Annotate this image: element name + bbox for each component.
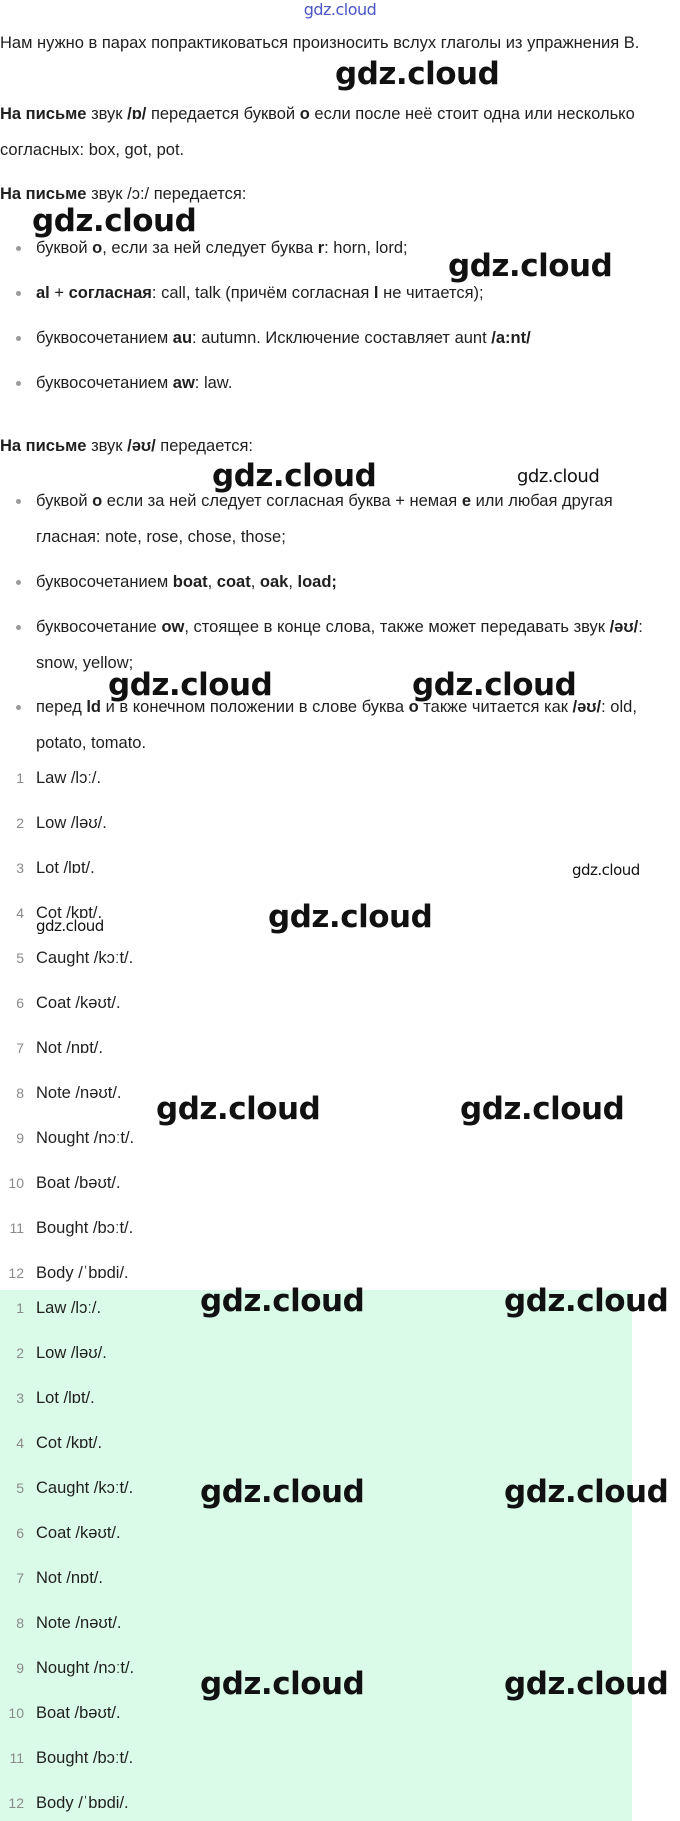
item-number: 3	[16, 1390, 24, 1406]
item-number: 11	[9, 1750, 24, 1766]
item-text: и в конечном положении в слове буква	[101, 698, 409, 716]
list-item	[10, 365, 675, 401]
item-text: , стоящее в конце слова, также может передавать звук	[184, 618, 610, 636]
list-item	[10, 564, 675, 600]
item-number: 11	[9, 1220, 24, 1236]
watermark: gdz.cloud	[200, 1474, 365, 1510]
bullet-icon	[16, 381, 21, 386]
item-bold: coat	[216, 573, 251, 591]
word-transcription: Lot /lɒt/.	[36, 859, 95, 877]
word-transcription: Not /nɒt/.	[36, 1039, 103, 1057]
word-transcription: Nought /nɔːt/.	[36, 1659, 135, 1677]
item-number: 2	[16, 1345, 24, 1361]
item-bold: oak	[259, 573, 289, 591]
watermark: gdz.cloud	[460, 1091, 625, 1127]
item-number: 5	[16, 1480, 24, 1496]
item-bold: ow	[161, 618, 185, 636]
rule-o-paragraph	[0, 96, 670, 168]
item-text: ,	[207, 573, 217, 591]
watermark: gdz.cloud	[572, 861, 640, 879]
item-text: также читается как	[418, 698, 573, 716]
item-bold: r	[317, 239, 325, 257]
word-transcription: Cot /kɒt/.	[36, 904, 103, 922]
rule-ou-sound: /əʊ/	[127, 437, 156, 455]
bullet-icon	[16, 705, 21, 710]
item-text: или любая другая гласная: note, rose, chose, those;	[36, 492, 613, 546]
watermark: gdz.cloud	[200, 1283, 365, 1319]
item-bold: согласная	[68, 284, 152, 302]
item-bold: o	[408, 698, 419, 716]
list-item	[10, 320, 675, 356]
item-number: 9	[16, 1660, 24, 1676]
watermark: gdz.cloud	[412, 667, 577, 703]
bullet-icon	[16, 625, 21, 630]
intro-text: Нам нужно в парах попрактиковаться произносить вслух глаголы из упражнения B.	[0, 34, 640, 52]
watermark: gdz.cloud	[156, 1091, 321, 1127]
bullet-icon	[16, 580, 21, 585]
word-transcription: Law /lɔː/.	[36, 1299, 102, 1317]
word-transcription: Note /nəʊt/.	[36, 1084, 122, 1102]
item-bold: /əʊ/	[609, 618, 639, 636]
item-number: 12	[8, 1795, 24, 1811]
word-transcription: Cot /kɒt/.	[36, 1434, 103, 1452]
item-number: 6	[16, 995, 24, 1011]
rule-o-text3: если после неё стоит одна или несколько согласных: box, got, pot.	[0, 105, 635, 159]
bullet-icon	[16, 246, 21, 251]
word-transcription: Lot /lɒt/.	[36, 1389, 95, 1407]
item-number: 8	[16, 1085, 24, 1101]
word-transcription: Body /ˈbɒdi/.	[36, 1794, 129, 1812]
item-text: буквосочетанием	[36, 573, 173, 591]
watermark: gdz.cloud	[448, 248, 613, 284]
word-transcription: Low /ləʊ/.	[36, 814, 107, 832]
item-text: буквосочетанием	[36, 374, 173, 392]
item-number: 1	[16, 770, 24, 786]
item-text: : autumn. Исключение составляет aunt	[192, 329, 492, 347]
item-text: +	[49, 284, 69, 302]
item-text: : horn, lord;	[324, 239, 408, 257]
item-text: перед	[36, 698, 87, 716]
watermark: gdz.cloud	[212, 458, 377, 494]
item-number: 4	[16, 1435, 24, 1451]
watermark: gdz.cloud	[504, 1666, 669, 1702]
item-bold: boat	[172, 573, 208, 591]
rule-ou-lead: На письме	[0, 437, 87, 455]
word-transcription: Coat /kəʊt/.	[36, 994, 121, 1012]
word-transcription: Law /lɔː/.	[36, 769, 102, 787]
item-bold: o	[92, 239, 103, 257]
item-text: , если за ней следует буква	[102, 239, 318, 257]
item-number: 3	[16, 860, 24, 876]
site-logo[interactable]: gdz.cloud	[303, 0, 377, 19]
word-transcription: Low /ləʊ/.	[36, 1344, 107, 1362]
item-text: не читается);	[378, 284, 484, 302]
watermark: gdz.cloud	[200, 1666, 365, 1702]
item-number: 6	[16, 1525, 24, 1541]
item-text: ,	[250, 573, 260, 591]
watermark: gdz.cloud	[335, 56, 500, 92]
item-text: ,	[288, 573, 298, 591]
item-number: 7	[16, 1040, 24, 1056]
item-number: 4	[16, 905, 24, 921]
watermark: gdz.cloud	[108, 667, 273, 703]
item-text: : old, potato, tomato.	[36, 698, 637, 752]
item-bold: load;	[297, 573, 337, 591]
item-bold: al	[36, 284, 50, 302]
item-text: : call, talk (причём согласная	[151, 284, 374, 302]
watermark: gdz.cloud	[268, 899, 433, 935]
rule-aw-lead: На письме	[0, 185, 87, 203]
word-transcription: Note /nəʊt/.	[36, 1614, 122, 1632]
watermark: gdz.cloud	[32, 203, 197, 239]
rule-ou-tail: передается:	[155, 437, 253, 455]
item-bold: aw	[172, 374, 195, 392]
word-transcription: Boat /bəʊt/.	[36, 1174, 121, 1192]
item-text: буквой	[36, 239, 93, 257]
rule-o-text2: передается буквой	[146, 105, 300, 123]
item-text: если за ней следует согласная буква + немая	[102, 492, 462, 510]
item-bold: /a:nt/	[491, 329, 531, 347]
word-transcription: Caught /kɔːt/.	[36, 1479, 134, 1497]
item-number: 7	[16, 1570, 24, 1586]
item-text: буквосочетанием	[36, 329, 173, 347]
item-number: 2	[16, 815, 24, 831]
rule-o-sound: /ɒ/	[127, 105, 147, 123]
item-text: буквосочетание	[36, 618, 162, 636]
rule-ou-text: звук	[86, 437, 128, 455]
word-transcription: Boat /bəʊt/.	[36, 1704, 121, 1722]
item-text: : law.	[194, 374, 233, 392]
item-number: 8	[16, 1615, 24, 1631]
item-number: 9	[16, 1130, 24, 1146]
watermark: gdz.cloud	[504, 1283, 669, 1319]
word-transcription: Bought /bɔːt/.	[36, 1749, 134, 1767]
word-transcription: Caught /kɔːt/.	[36, 949, 134, 967]
watermark: gdz.cloud	[517, 466, 600, 487]
item-number: 10	[8, 1705, 24, 1721]
rule-o-letter: o	[299, 105, 310, 123]
item-number: 5	[16, 950, 24, 966]
item-bold: ld	[86, 698, 101, 716]
item-number: 10	[8, 1175, 24, 1191]
bullet-icon	[16, 336, 21, 341]
item-bold: e	[461, 492, 471, 510]
item-bold: au	[172, 329, 193, 347]
item-bold: o	[92, 492, 103, 510]
word-transcription: Nought /nɔːt/.	[36, 1129, 135, 1147]
watermark: gdz.cloud	[504, 1474, 669, 1510]
bullet-icon	[16, 291, 21, 296]
item-number: 12	[8, 1265, 24, 1281]
rule-o-lead: На письме	[0, 105, 87, 123]
word-transcription: Coat /kəʊt/.	[36, 1524, 121, 1542]
item-bold: /əʊ/	[572, 698, 602, 716]
word-transcription: Not /nɒt/.	[36, 1569, 103, 1587]
watermark: gdz.cloud	[36, 917, 104, 935]
item-text: : snow, yellow;	[36, 618, 643, 672]
item-number: 1	[16, 1300, 24, 1316]
item-text: буквой	[36, 492, 93, 510]
rule-o-text1: звук	[86, 105, 128, 123]
item-bold: l	[373, 284, 379, 302]
word-transcription: Body /ˈbɒdi/.	[36, 1264, 129, 1282]
word-transcription: Bought /bɔːt/.	[36, 1219, 134, 1237]
rule-aw-tail: звук /ɔ:/ передается:	[86, 185, 247, 203]
bullet-icon	[16, 499, 21, 504]
